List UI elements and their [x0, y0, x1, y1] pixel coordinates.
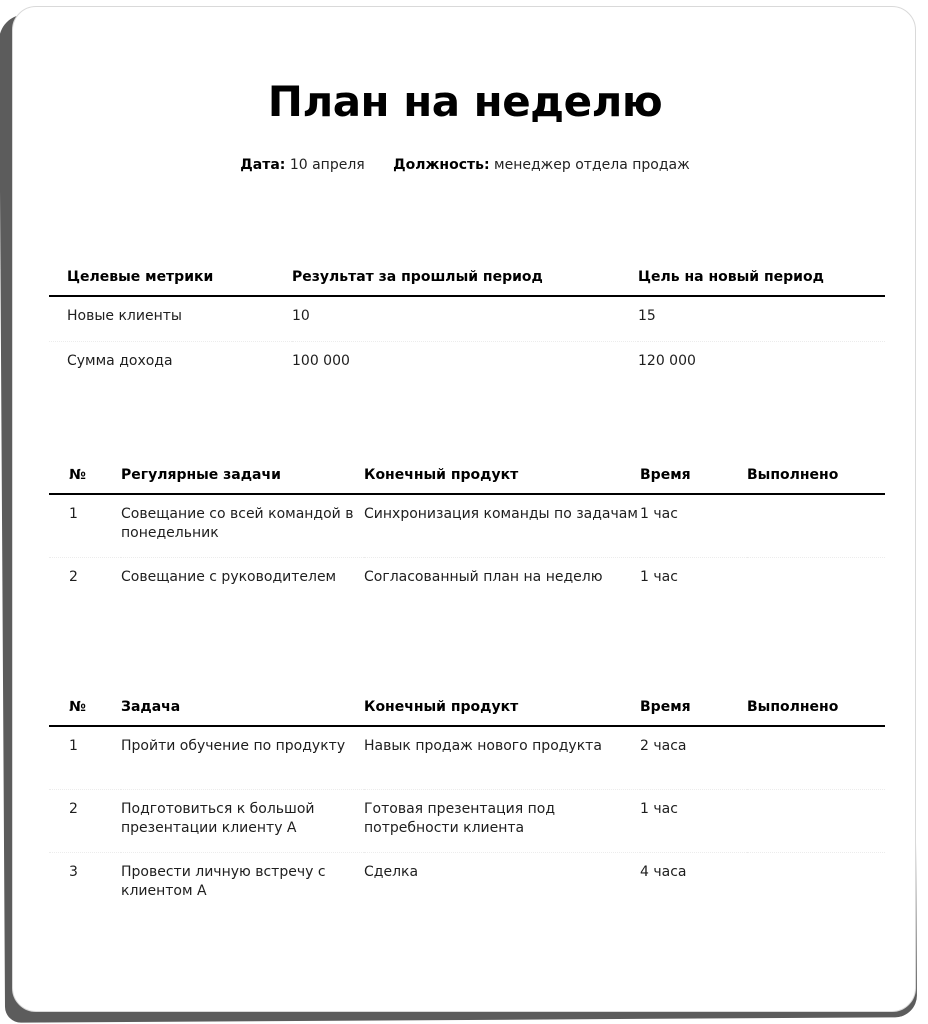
- task-name: Совещание с руководителем: [121, 569, 337, 585]
- metric-name: Новые клиенты: [49, 296, 292, 342]
- row-number: 3: [69, 864, 78, 880]
- table-row: [49, 558, 885, 621]
- task-time: 4 часа: [640, 864, 687, 880]
- position-value: менеджер отдела продаж: [494, 157, 690, 173]
- metrics-header-row: [49, 269, 885, 296]
- tasks-header-row: [49, 699, 885, 726]
- header-regular-task: Регулярные задачи: [121, 467, 364, 494]
- metric-new-goal: 15: [638, 296, 885, 342]
- table-row: [49, 726, 885, 790]
- task-name: Совещание со всей командой в понедельник: [121, 494, 364, 558]
- metrics-header-last-result: Результат за прошлый период: [292, 269, 638, 296]
- date-label: Дата:: [240, 157, 286, 173]
- header-time: Время: [640, 467, 747, 494]
- metric-last-result: 100 000: [292, 353, 350, 369]
- task-done[interactable]: [747, 494, 885, 558]
- metric-name: Сумма дохода: [67, 353, 173, 369]
- table-row: [49, 494, 885, 558]
- metrics-header-metric: Целевые метрики: [49, 269, 292, 296]
- header-end-product: Конечный продукт: [364, 467, 640, 494]
- position-label: Должность:: [393, 157, 490, 173]
- row-number: 2: [69, 569, 78, 585]
- task-time: 1 час: [640, 790, 747, 853]
- task-time: 2 часа: [640, 726, 747, 790]
- header-end-product: Конечный продукт: [364, 699, 640, 726]
- task-done[interactable]: [747, 726, 885, 790]
- task-name: Пройти обучение по продукту: [121, 726, 364, 790]
- metric-new-goal: 120 000: [638, 353, 696, 369]
- task-end-product: Согласованный план на неделю: [364, 569, 603, 585]
- task-end-product: Сделка: [364, 864, 419, 880]
- task-time: 1 час: [640, 569, 678, 585]
- metrics-header-new-goal: Цель на новый период: [638, 269, 885, 296]
- metric-last-result: 10: [292, 296, 638, 342]
- header-task: Задача: [121, 699, 364, 726]
- tasks-table: [49, 699, 885, 915]
- regular-tasks-header-row: [49, 467, 885, 494]
- position-field: [393, 157, 690, 173]
- document-sheet: [12, 6, 916, 1012]
- document-meta: [13, 157, 917, 173]
- regular-tasks-table: [49, 467, 885, 620]
- task-time: 1 час: [640, 494, 747, 558]
- task-end-product: Синхронизация команды по задачам: [364, 494, 640, 558]
- task-name: Подготовиться к большой презентации клиенту А: [121, 790, 364, 853]
- date-value: 10 апреля: [289, 157, 365, 173]
- task-end-product: Навык продаж нового продукта: [364, 726, 640, 790]
- metrics-table: [49, 269, 885, 386]
- table-row: [49, 296, 885, 342]
- task-done[interactable]: [747, 790, 885, 853]
- row-number: 2: [49, 790, 121, 853]
- row-number: 1: [49, 726, 121, 790]
- table-row: [49, 790, 885, 853]
- header-done: Выполнено: [747, 467, 885, 494]
- table-row: [49, 853, 885, 916]
- table-row: [49, 342, 885, 387]
- header-time: Время: [640, 699, 747, 726]
- header-number: №: [49, 467, 121, 494]
- task-name: Провести личную встречу с клиентом А: [121, 864, 326, 899]
- page-title: План на неделю: [267, 77, 663, 126]
- task-done[interactable]: [747, 853, 885, 916]
- header-number: №: [49, 699, 121, 726]
- task-end-product: Готовая презентация под потребности клиента: [364, 790, 640, 853]
- task-done[interactable]: [747, 558, 885, 621]
- row-number: 1: [49, 494, 121, 558]
- header-done: Выполнено: [747, 699, 885, 726]
- date-field: [240, 157, 364, 173]
